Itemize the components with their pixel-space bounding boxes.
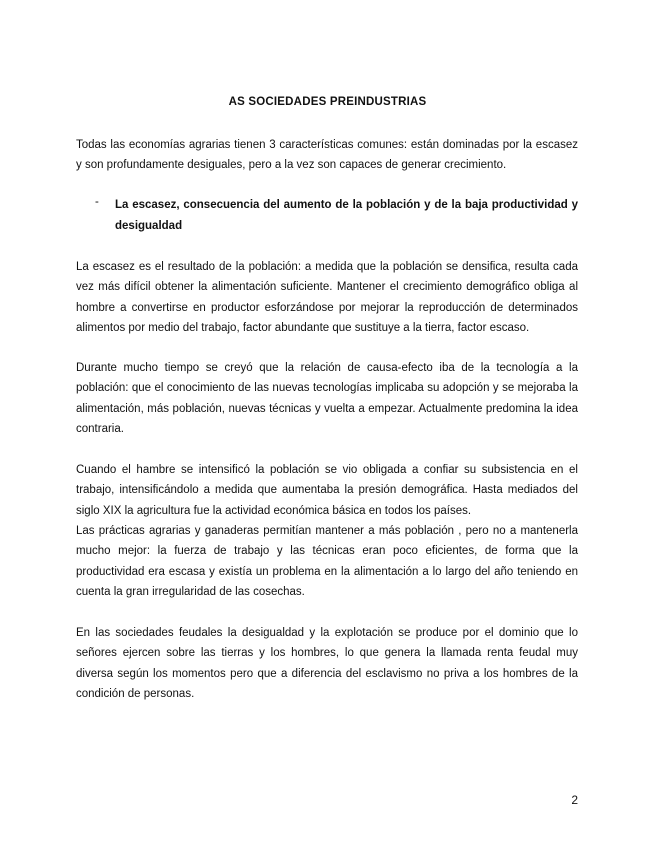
bullet-heading: La escasez, consecuencia del aumento de la población y de la baja productividad y desigualdad bbox=[115, 199, 578, 232]
intro-paragraph: Todas las economías agrarias tienen 3 características comunes: están dominadas por la escasez y son profundamente desiguales, pero a la vez son capaces de generar crecimiento. bbox=[76, 139, 578, 172]
paragraph-technology: Durante mucho tiempo se creyó que la relación de causa-efecto iba de la tecnología a la población: que el conocimiento de las nuevas tecnologías implicaba su adopción y se mejoraba la alimentación, más población, nuevas técnicas y vuelta a empezar. Actualmente predomina la idea contraria. bbox=[76, 362, 578, 436]
paragraph-scarcity: La escasez es el resultado de la población: a medida que la población se densifica, resulta cada vez más difícil obtener la alimentación suficiente. Mantener el crecimiento demográfico obliga al hombre a convertirse en productor esforzándose por mejorar la reproducción de determinados alimentos por medio del trabajo, factor abundante que sustituye a la tierra, factor escaso. bbox=[76, 261, 578, 335]
bullet-marker: - bbox=[95, 196, 99, 208]
page-number: 2 bbox=[571, 793, 578, 807]
document-title: AS SOCIEDADES PREINDUSTRIAS bbox=[228, 96, 427, 108]
paragraph-practices: Las prácticas agrarias y ganaderas permitían mantener a más población , pero no a mantenerla mucho mejor: la fuerza de trabajo y las técnicas eran poco eficientes, de forma que la productividad era escasa y existía un problema en la alimentación a lo largo del año teniendo en cuenta la gran irregularidad de las cosechas. bbox=[76, 525, 578, 599]
paragraph-hunger: Cuando el hambre se intensificó la población se vio obligada a confiar su subsistencia en el trabajo, intensificándolo a medida que aumentaba la presión demográfica. Hasta mediados del siglo XIX la agricultura fue la actividad económica básica en todos los países. bbox=[76, 464, 578, 517]
paragraph-feudal: En las sociedades feudales la desigualdad y la explotación se produce por el dominio que lo señores ejercen sobre las tierras y los hombres, lo que genera la llamada renta feudal muy diversa según los momentos pero que a diferencia del esclavismo no priva a los hombres de la condición de personas. bbox=[76, 627, 578, 701]
